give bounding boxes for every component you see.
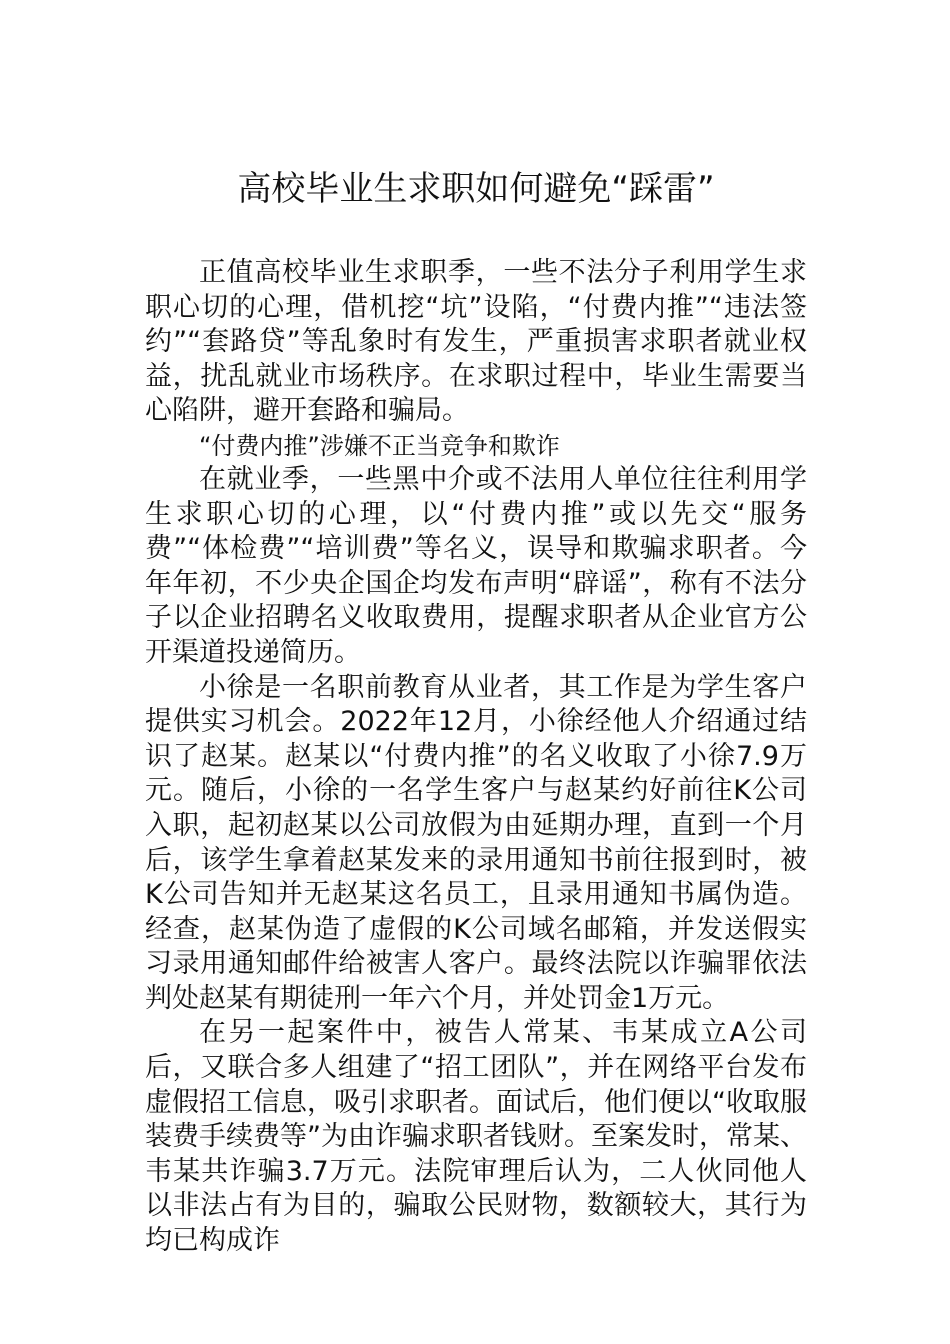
document-body xyxy=(145,256,807,1259)
case-paragraph: 小徐是一名职前教育从业者，其工作是为学生客户提供实习机会。2022年12月，小徐经他人介绍通过结识了赵某。赵某以“付费内推”的名义收取了小徐7.9万元。随后，小徐的一名学生客户与赵某约好前往K公司入职，起初赵某以公司放假为由延期办理，直到一个月后，该学生拿着赵某发来的录用通知书前往报到时，被K公司告知并无赵某这名员工，且录用通知书属伪造。经查，赵某伪造了虚假的K公司域名邮箱，并发送假实习录用通知邮件给被害人客户。最终法院以诈骗罪依法判处赵某有期徒刑一年六个月，并处罚金1万元。 xyxy=(145,671,807,1014)
section-subheading: “付费内推”涉嫌不正当竞争和欺诈 xyxy=(199,431,560,460)
intro-paragraph: 正值高校毕业生求职季，一些不法分子利用学生求职心切的心理，借机挖“坑”设陷，“付费内推”“违法签约”“套路贷”等乱象时有发生，严重损害求职者就业权益，扰乱就业市场秩序。在求职过程中，毕业生需要当心陷阱，避开套路和骗局。 xyxy=(145,257,807,427)
document-title: 高校毕业生求职如何避免“踩雷” xyxy=(237,169,715,209)
case-paragraph: 在另一起案件中，被告人常某、韦某成立A公司后，又联合多人组建了“招工团队”，并在网络平台发布虚假招工信息，吸引求职者。面试后，他们便以“收取服装费手续费等”为由诈骗求职者钱财。至案发时，常某、韦某共诈骗3.7万元。法院审理后认为，二人伙同他人以非法占有为目的，骗取公民财物，数额较大，其行为均已构成诈 xyxy=(145,1017,807,1257)
body-paragraph: 在就业季，一些黑中介或不法用人单位往往利用学生求职心切的心理，以“付费内推”或以先交“服务费”“体检费”“培训费”等名义，误导和欺骗求职者。今年年初，不少央企国企均发布声明“辟谣”，称有不法分子以企业招聘名义收取费用，提醒求职者从企业官方公开渠道投递简历。 xyxy=(145,463,807,668)
